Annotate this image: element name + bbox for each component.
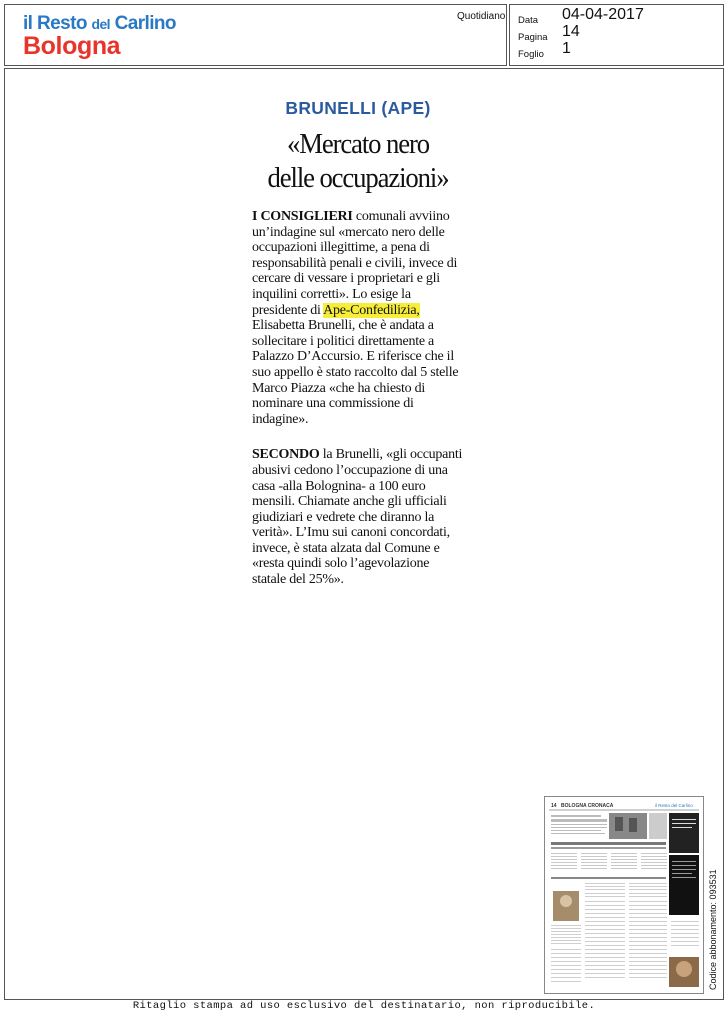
thumbnail-brand: il Resto del Carlino xyxy=(655,803,693,808)
metadata-box xyxy=(509,4,724,66)
article xyxy=(252,98,464,588)
foglio-value: 1 xyxy=(562,40,571,57)
logo-del: del xyxy=(91,16,110,32)
data-value: 04-04-2017 xyxy=(562,6,644,23)
masthead-box xyxy=(4,4,507,66)
article-headline xyxy=(260,127,455,195)
logo-prefix: il xyxy=(23,13,33,34)
paragraph-2-text: la Brunelli, «gli occupanti abusivi cedono l’occupazione di una casa -alla Bolognina- a 100 euro mensili. Chiamate anche gli ufficiali giudiziari e vedrete che diranno la verità». L’Imu sui canoni concordati, invece, è stata alzata dal Comune e «resta quindi solo l’agevolazione statale del 25%». xyxy=(252,447,463,588)
paragraph-1 xyxy=(252,209,464,427)
thumbnail-page-num: 14 xyxy=(551,803,557,809)
headline-line-2: delle occupazioni» xyxy=(267,162,449,194)
subscription-code: Codice abbonamento: 093531 xyxy=(708,869,718,990)
paragraph-1-text-b: Elisabetta Brunelli, che è andata a sollecitare i politici direttamente a Palazzo D’Accursio. E riferisce che il suo appello è stato raccolto dal 5 stelle Marco Piazza «che ha chiesto di nominare una commissione di indagine». xyxy=(252,318,459,427)
article-kicker: BRUNELLI (APE) xyxy=(285,98,431,118)
highlighted-organization: Ape-Confedilizia, xyxy=(323,302,420,318)
paragraph-1-lead: I CONSIGLIERI xyxy=(252,209,353,224)
logo-city: Bologna xyxy=(23,32,121,60)
foglio-label: Foglio xyxy=(518,49,544,60)
logo-resto: Resto xyxy=(37,13,87,34)
paragraph-2-lead: SECONDO xyxy=(252,447,320,463)
footer-disclaimer: Ritaglio stampa ad uso esclusivo del destinatario, non riproducibile. xyxy=(132,1000,596,1012)
paragraph-2 xyxy=(252,447,464,587)
data-label: Data xyxy=(518,15,539,26)
publication-type: Quotidiano xyxy=(457,11,506,22)
thumbnail-section: BOLOGNA CRONACA xyxy=(561,803,614,809)
pagina-label: Pagina xyxy=(518,32,548,43)
pagina-value: 14 xyxy=(562,23,580,40)
headline-line-1: «Mercato nero xyxy=(287,128,429,160)
thumbnail-graphic xyxy=(545,797,703,993)
paragraph-1-text-a: comunali avviino un’indagine sul «mercato nero delle occupazioni illegittime, a pena di responsabilità penali e civili, invece di cercare di vessare i proprietari e gli inquilini corretti». Lo esige la presidente di xyxy=(252,209,458,318)
logo-carlino: Carlino xyxy=(114,13,176,34)
page-thumbnail xyxy=(544,796,704,994)
